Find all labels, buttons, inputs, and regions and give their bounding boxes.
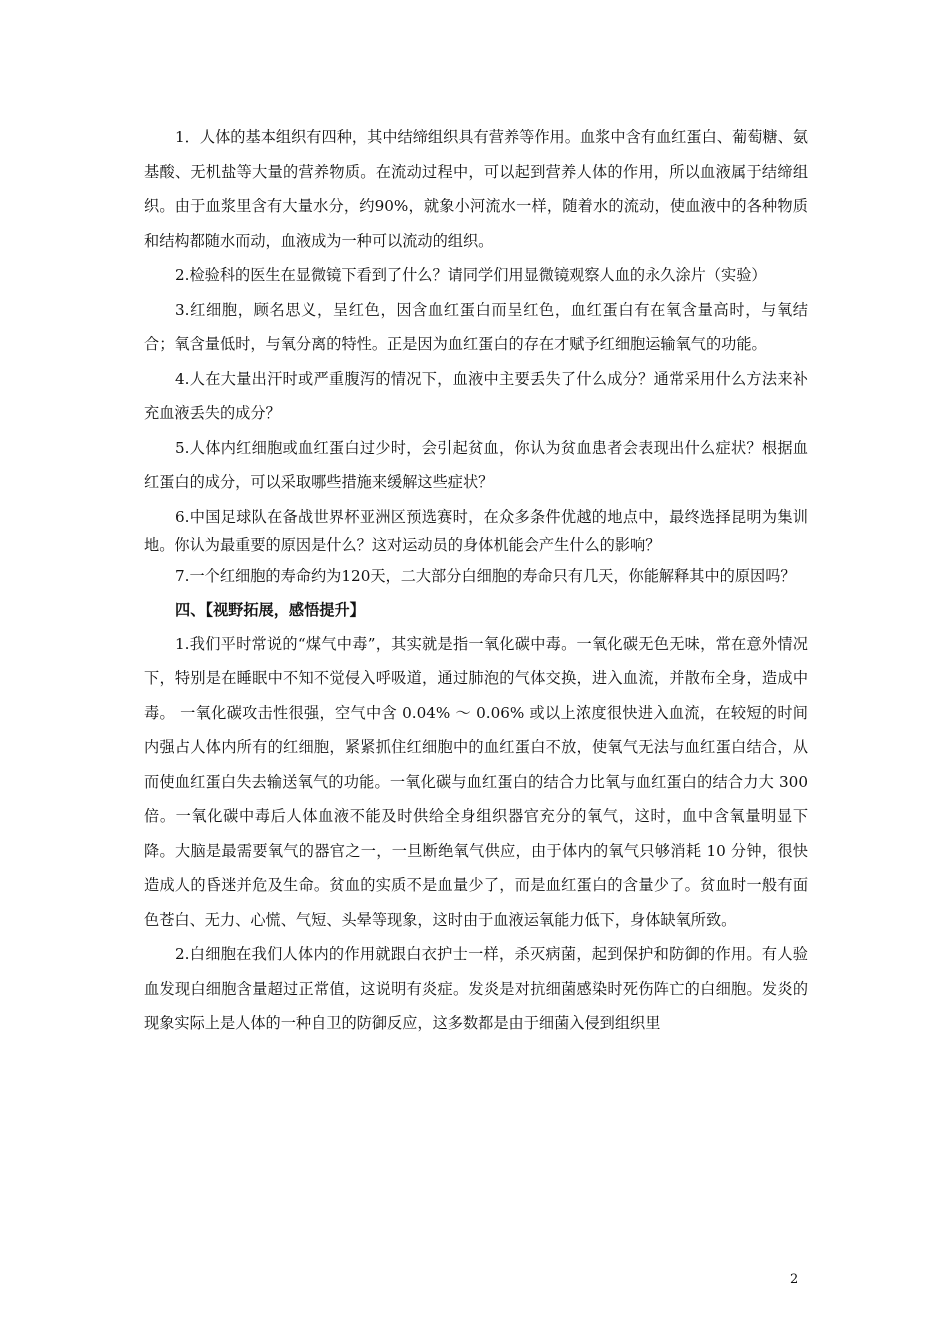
extension-paragraph-2: 2.白细胞在我们人体内的作用就跟白衣护士一样，杀灭病菌，起到保护和防御的作用。有人验血发现白细胞含量超过正常值，这说明有炎症。发炎是对抗细菌感染时死伤阵亡的白细胞。发炎的现象实际上是人体的一种自卫的防御反应，这多数都是由于细菌入侵到组织里 bbox=[144, 945, 808, 1032]
paragraph-7: 7.一个红细胞的寿命约为120天，二大部分白细胞的寿命只有几天，你能解释其中的原因吗？ bbox=[175, 566, 796, 585]
section-heading: 四、【视野拓展，感悟提升】 bbox=[175, 600, 365, 619]
extension-paragraph-1: 1.我们平时常说的“煤气中毒”，其实就是指一氧化碳中毒。一氧化碳无色无味，常在意外情况下，特别是在睡眠中不知不觉侵入呼吸道，通过肺泡的气体交换，进入血流，并散布全身，造成中毒。 一氧化碳攻击性很强，空气中含 0.04% ～ 0.06% 或以上浓度很快进入血流，在较短的时间内强占人体内所有的红细胞，紧紧抓住红细胞中的血红蛋白不放，使氧气无法与血红蛋白结合，从而使血红蛋白失去输送氧气的功能。一氧化碳与血红蛋白的结合力比氧与血红蛋白的结合力大 300 倍。一氧化碳中毒后人体血液不能及时供给全身组织器官充分的氧气，这时，血中含氧量明显下降。大脑是最需要氧气的器官之一，一旦断绝氧气供应，由于体内的氧气只够消耗 10 分钟，很快造成人的昏迷并危及生命。贫血的实质不是血量少了，而是血红蛋白的含量少了。贫血时一般有面色苍白、无力、心慌、气短、头晕等现象，这时由于血液运氧能力低下，身体缺氧所致。 bbox=[144, 634, 808, 929]
paragraph-4: 4.人在大量出汗时或严重腹泻的情况下，血液中主要丢失了什么成分？通常采用什么方法来补充血液丢失的成分？ bbox=[144, 369, 808, 422]
page-content bbox=[144, 120, 808, 1041]
paragraph-6: 6.中国足球队在备战世界杯亚洲区预选赛时，在众多条件优越的地点中，最终选择昆明为集训地。你认为最重要的原因是什么？这对运动员的身体机能会产生什么的影响？ bbox=[144, 507, 808, 554]
paragraph-3: 3.红细胞，顾名思义，呈红色，因含血红蛋白而呈红色，血红蛋白有在氧含量高时，与氧结合；氧含量低时，与氧分离的特性。正是因为血红蛋白的存在才赋予红细胞运输氧气的功能。 bbox=[144, 300, 808, 353]
paragraph-5: 5.人体内红细胞或血红蛋白过少时，会引起贫血，你认为贫血患者会表现出什么症状？根据血红蛋白的成分，可以采取哪些措施来缓解这些症状？ bbox=[144, 438, 808, 491]
paragraph-1: 1．人体的基本组织有四种，其中结缔组织具有营养等作用。血浆中含有血红蛋白、葡萄糖、氨基酸、无机盐等大量的营养物质。在流动过程中，可以起到营养人体的作用，所以血液属于结缔组织。由于血浆里含有大量水分，约90%，就象小河流水一样，随着水的流动，使血液中的各种物质和结构都随水而动，血液成为一种可以流动的组织。 bbox=[144, 128, 808, 250]
paragraph-2: 2.检验科的医生在显微镜下看到了什么？请同学们用显微镜观察人血的永久涂片（实验） bbox=[175, 266, 767, 284]
page-number: 2 bbox=[790, 1272, 799, 1287]
